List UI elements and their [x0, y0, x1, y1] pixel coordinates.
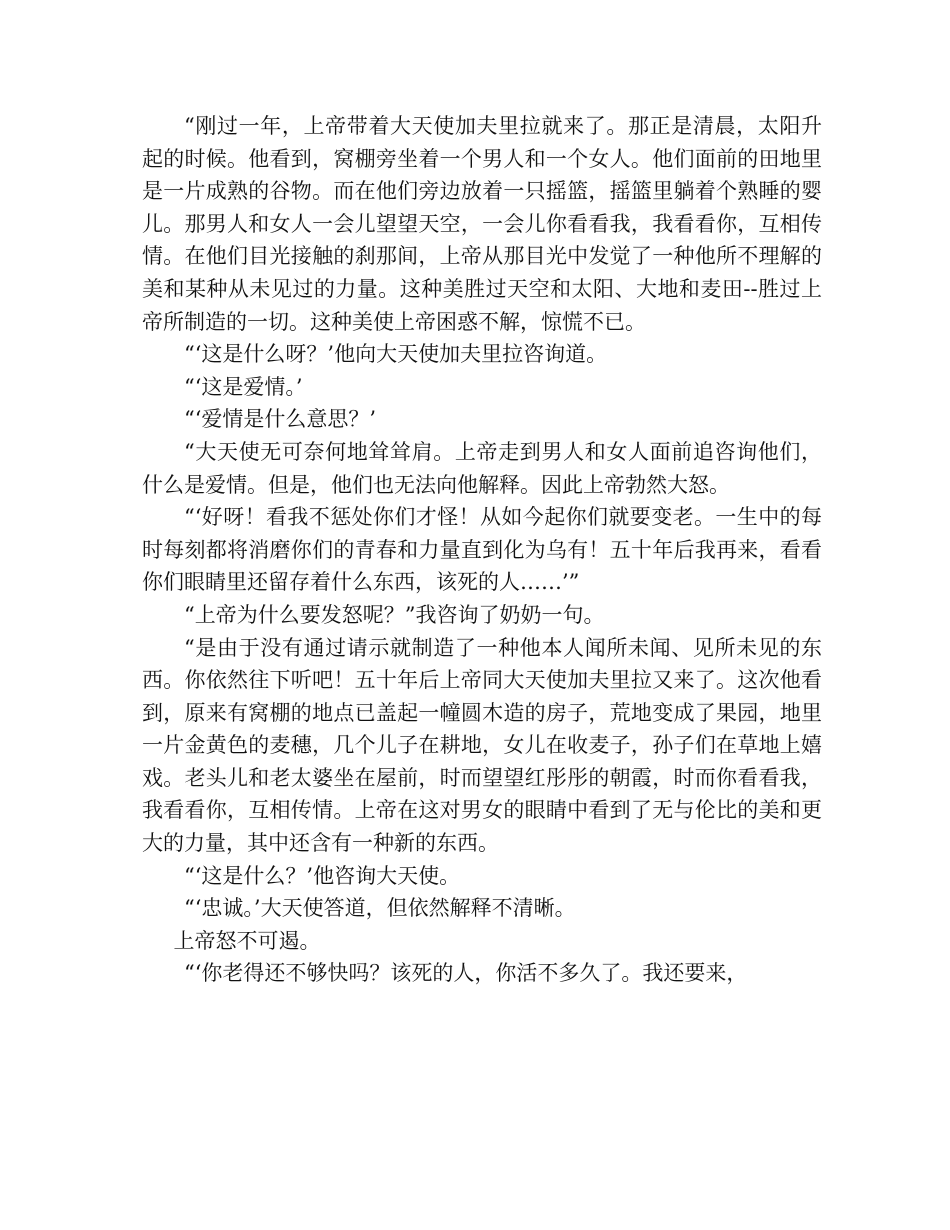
paragraph-8: “是由于没有通过请示就制造了一种他本人闻所未闻、见所未见的东西。你依然往下听吧！五十年后上帝同大天使加夫里拉又来了。这次他看到，原来有窝棚的地点已盖起一幢圆木造的房子，荒地变成了果园，地里一片金黄色的麦穗，几个儿子在耕地，女儿在收麦子，孙子们在草地上嬉戏。老头儿和老太婆坐在屋前，时而望望红彤彤的朝霞，时而你看看我，我看看你，互相传情。上帝在这对男女的眼睛中看到了无与伦比的美和更大的力量，其中还含有一种新的东西。 — [142, 635, 822, 856]
paragraph-1: “刚过一年，上帝带着大天使加夫里拉就来了。那正是清晨，太阳升起的时候。他看到，窝棚旁坐着一个男人和一个女人。他们面前的田地里是一片成熟的谷物。而在他们旁边放着一只摇篮，摇篮里躺着个熟睡的婴儿。那男人和女人一会儿望望天空，一会儿你看看我，我看看你，互相传情。在他们目光接触的刹那间，上帝从那目光中发觉了一种他所不理解的美和某种从未见过的力量。这种美胜过天空和太阳、大地和麦田--胜过上帝所制造的一切。这种美使上帝困惑不解，惊慌不已。 — [142, 114, 822, 334]
story-text — [142, 110, 822, 990]
paragraph-11: 上帝怒不可遏。 — [173, 928, 321, 953]
paragraph-7: “上帝为什么要发怒呢？”我咨询了奶奶一句。 — [184, 602, 605, 627]
paragraph-2: “‘这是什么呀？’他向大天使加夫里拉咨询道。 — [184, 342, 608, 367]
paragraph-4: “‘爱情是什么意思？’ — [184, 407, 377, 432]
paragraph-9: “‘这是什么？’他咨询大天使。 — [184, 863, 461, 888]
paragraph-3: “‘这是爱情。’ — [184, 374, 303, 399]
paragraph-10: “‘忠诚。’大天使答道，但依然解释不清晰。 — [184, 896, 576, 921]
paragraph-12: “‘你老得还不够快吗？该死的人，你活不多久了。我还要来， — [184, 961, 748, 986]
paragraph-6: “‘好呀！看我不惩处你们才怪！从如今起你们就要变老。一生中的每时每刻都将消磨你们的青春和力量直到化为乌有！五十年后我再来，看看你们眼睛里还留存着什么东西，该死的人……’” — [142, 505, 822, 595]
paragraph-5: “大天使无可奈何地耸耸肩。上帝走到男人和女人面前追咨询他们，什么是爱情。但是，他们也无法向他解释。因此上帝勃然大怒。 — [142, 439, 822, 497]
